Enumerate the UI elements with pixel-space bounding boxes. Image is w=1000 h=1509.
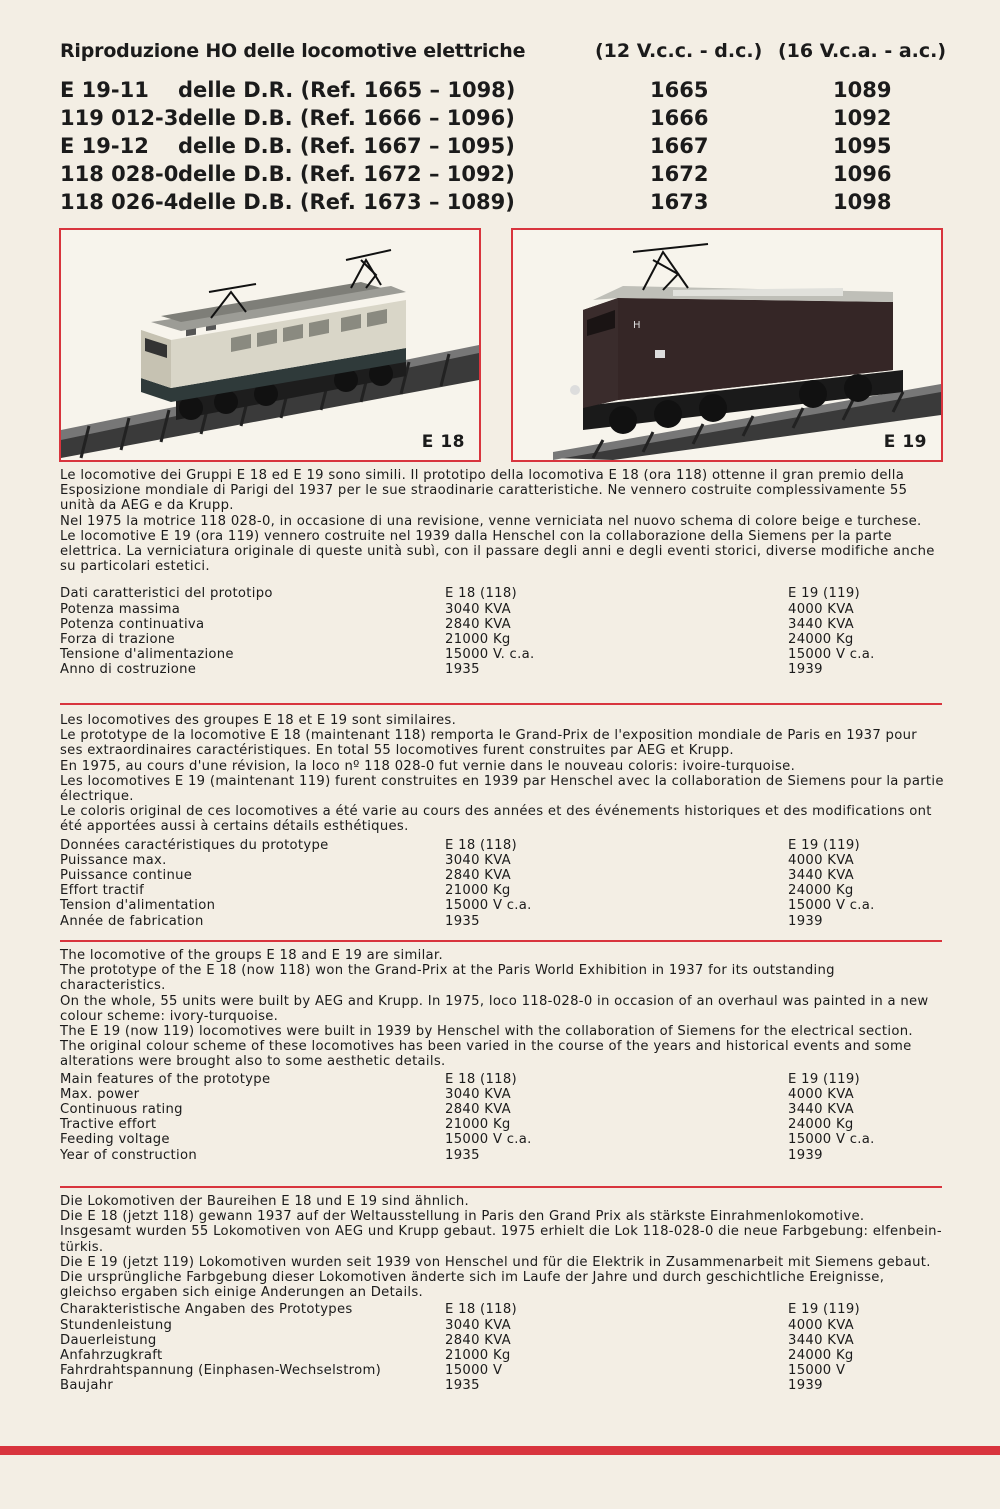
paragraph: On the whole, 55 units were built by AEG and Krupp. In 1975, loco 118-028-0 in occasion of an overhaul was painted in a new colour scheme: ivory-turquoise. — [60, 993, 929, 1024]
model-ref-ac: 1098 — [833, 190, 892, 214]
spec-e18: 21000 Kg — [445, 1117, 511, 1133]
spec-e18: 15000 V. c.a. — [445, 647, 535, 663]
spec-row — [60, 1363, 944, 1378]
spec-row — [60, 647, 944, 662]
paragraph: Le coloris original de ces locomotives a été varie au cours des années et des événements historiques et des modifications ont été apportées aussi à certains détails esthétiques. — [60, 804, 932, 835]
spec-label: Anno di costruzione — [60, 662, 197, 678]
spec-e18: 2840 KVA — [445, 1102, 511, 1117]
spec-label: Données caractéristiques du prototype — [60, 837, 329, 853]
section-german — [60, 1194, 944, 1394]
spec-row — [60, 586, 944, 601]
section-divider — [60, 1186, 942, 1188]
spec-e19: E 19 (119) — [788, 837, 860, 853]
spec-e19: 1939 — [788, 1147, 823, 1163]
model-ref-dc: 1673 — [650, 190, 709, 214]
spec-label: Anfahrzugkraft — [60, 1347, 163, 1363]
spec-e18: 21000 Kg — [445, 631, 511, 647]
section-text — [60, 468, 944, 574]
spec-e19: 1939 — [788, 1378, 823, 1394]
spec-e19: 4000 KVA — [788, 1317, 854, 1333]
model-desc: delle D.B. (Ref. 1667 – 1095) — [178, 134, 515, 158]
section-text — [60, 948, 944, 1070]
spec-e19: 3440 KVA — [788, 868, 854, 883]
spec-e19: 3440 KVA — [788, 1332, 854, 1348]
spec-row — [60, 1318, 944, 1333]
model-desc: delle D.B. (Ref. 1673 – 1089) — [178, 190, 515, 214]
model-code: E 19-11 — [60, 78, 149, 102]
spec-label: Puissance continue — [60, 868, 193, 883]
section-italian — [60, 468, 944, 678]
paragraph: Die E 18 (jetzt 118) gewann 1937 auf der Weltausstellung in Paris den Grand Prix als stärkste Einrahmenlokomotive. — [60, 1209, 865, 1225]
section-divider — [60, 703, 942, 705]
spec-e19: 15000 V c.a. — [788, 898, 875, 914]
spec-e19: 24000 Kg — [788, 883, 854, 899]
spec-e18: 1935 — [445, 913, 480, 929]
spec-label: Effort tractif — [60, 883, 145, 899]
spec-e18: 2840 KVA — [445, 868, 511, 883]
spec-row — [60, 1348, 944, 1363]
paragraph: Insgesamt wurden 55 Lokomotiven von AEG und Krupp gebaut. 1975 erhielt die Lok 118-028-0 die neue Farbgebung: elfenbein-türkis. — [60, 1224, 942, 1255]
model-code: 119 012-3 — [60, 106, 179, 130]
model-ref-dc: 1672 — [650, 162, 709, 186]
spec-label: Dauerleistung — [60, 1332, 157, 1348]
photo-e19 — [511, 228, 943, 462]
spec-table — [60, 1072, 944, 1163]
paragraph: En 1975, au cours d'une révision, la loco nº 118 028-0 fut vernie dans le nouveau coloris: ivoire-turquoise. — [60, 758, 796, 774]
spec-e19: 4000 KVA — [788, 852, 854, 868]
section-text — [60, 1194, 944, 1300]
spec-row — [60, 617, 944, 632]
model-desc: delle D.B. (Ref. 1672 – 1092) — [178, 162, 515, 186]
paragraph: The prototype of the E 18 (now 118) won the Grand-Prix at the Paris World Exhibition in 1937 for its outstanding characteristics. — [60, 963, 835, 994]
spec-e19: 15000 V c.a. — [788, 647, 875, 663]
spec-e18: 2840 KVA — [445, 616, 511, 632]
spec-label: Fahrdrahtspannung (Einphasen-Wechselstrom) — [60, 1363, 382, 1379]
paragraph: Le locomotive E 19 (ora 119) vennero costruite nel 1939 dalla Henschel con la collaborazione della Siemens per la parte elettrica. La verniciatura originale di queste unità subì, con il passare degli anni e degli eventi storici, diverse modifiche anche su particolari estetici. — [60, 528, 935, 575]
column-header-dc: (12 V.c.c. - d.c.) — [595, 40, 763, 62]
model-ref-dc: 1667 — [650, 134, 709, 158]
paragraph: Die E 19 (jetzt 119) Lokomotiven wurden seit 1939 von Henschel und für die Elektrik in Zusammenarbeit mit Siemens gebaut. — [60, 1254, 931, 1270]
spec-label: Puissance max. — [60, 852, 167, 868]
section-english — [60, 948, 944, 1163]
spec-label: Potenza massima — [60, 601, 181, 617]
spec-label: Year of construction — [60, 1147, 198, 1163]
column-header-ac: (16 V.c.a. - a.c.) — [778, 40, 947, 62]
spec-e18: 21000 Kg — [445, 883, 511, 899]
spec-label: Dati caratteristici del prototipo — [60, 586, 273, 602]
model-ref-dc: 1666 — [650, 106, 709, 130]
spec-row — [60, 1087, 944, 1102]
spec-e18: E 18 (118) — [445, 1302, 517, 1318]
spec-e19: 1939 — [788, 662, 823, 678]
spec-e18: E 18 (118) — [445, 1071, 517, 1087]
spec-row — [60, 662, 944, 677]
spec-label: Tractive effort — [60, 1117, 157, 1133]
spec-e18: 15000 V — [445, 1363, 503, 1379]
spec-e18: 3040 KVA — [445, 1317, 511, 1333]
spec-row — [60, 1378, 944, 1393]
paragraph: Die ursprüngliche Farbgebung dieser Lokomotiven änderte sich im Laufe der Jahre und durch geschichtliche Ereignisse, gleichso ergaben sich einige Anderungen an Details. — [60, 1270, 885, 1301]
spec-e18: E 18 (118) — [445, 837, 517, 853]
model-desc: delle D.B. (Ref. 1666 – 1096) — [178, 106, 515, 130]
spec-e18: 3040 KVA — [445, 601, 511, 617]
spec-row — [60, 1072, 944, 1087]
spec-label: Charakteristische Angaben des Prototypes — [60, 1302, 353, 1318]
spec-e19: 24000 Kg — [788, 1347, 854, 1363]
model-ref-dc: 1665 — [650, 78, 709, 102]
spec-table — [60, 586, 944, 677]
photo-label-e18: E 18 — [421, 432, 465, 452]
spec-label: Forza di trazione — [60, 631, 175, 647]
spec-row — [60, 868, 944, 883]
spec-e19: 24000 Kg — [788, 631, 854, 647]
spec-e19: 3440 KVA — [788, 616, 854, 632]
spec-e19: E 19 (119) — [788, 1071, 860, 1087]
paragraph: The E 19 (now 119) locomotives were built in 1939 by Henschel with the collaboration of Siemens for the electrical section. — [60, 1024, 913, 1040]
spec-e18: 15000 V c.a. — [445, 1132, 532, 1148]
spec-e19: 15000 V — [788, 1363, 846, 1379]
model-desc: delle D.R. (Ref. 1665 – 1098) — [178, 78, 516, 102]
spec-row — [60, 632, 944, 647]
spec-row — [60, 602, 944, 617]
model-ref-ac: 1095 — [833, 134, 892, 158]
spec-row — [60, 883, 944, 898]
page-title: Riproduzione HO delle locomotive elettriche — [60, 40, 526, 62]
spec-e19: 24000 Kg — [788, 1117, 854, 1133]
paragraph: Die Lokomotiven der Baureihen E 18 und E 19 sind ähnlich. — [60, 1194, 470, 1209]
spec-label: Continuous rating — [60, 1102, 183, 1117]
spec-e18: 15000 V c.a. — [445, 898, 532, 914]
model-code: 118 028-0 — [60, 162, 179, 186]
paragraph: Nel 1975 la motrice 118 028-0, in occasione di una revisione, venne verniciata nel nuovo schema di colore beige e turchese. — [60, 513, 922, 529]
spec-e18: 1935 — [445, 1378, 480, 1394]
spec-label: Main features of the prototype — [60, 1071, 271, 1087]
spec-row — [60, 1302, 944, 1317]
spec-row — [60, 914, 944, 929]
model-code: 118 026-4 — [60, 190, 179, 214]
model-ref-ac: 1092 — [833, 106, 892, 130]
spec-e19: 3440 KVA — [788, 1102, 854, 1117]
spec-row — [60, 1102, 944, 1117]
spec-row — [60, 1333, 944, 1348]
spec-e19: 4000 KVA — [788, 1086, 854, 1102]
paragraph: Les locomotives des groupes E 18 et E 19 sont similaires. — [60, 713, 457, 728]
bottom-red-band — [0, 1446, 1000, 1455]
spec-e19: E 19 (119) — [788, 586, 860, 602]
spec-table — [60, 1302, 944, 1393]
section-text — [60, 713, 944, 835]
spec-e18: 1935 — [445, 1147, 480, 1163]
locomotive-e19-image — [513, 230, 941, 460]
spec-label: Année de fabrication — [60, 913, 204, 929]
section-french — [60, 713, 944, 929]
spec-label: Stundenleistung — [60, 1317, 173, 1333]
spec-row — [60, 1117, 944, 1132]
spec-e19: 1939 — [788, 913, 823, 929]
spec-e19: 4000 KVA — [788, 601, 854, 617]
spec-e18: 21000 Kg — [445, 1347, 511, 1363]
spec-e18: 2840 KVA — [445, 1332, 511, 1348]
spec-row — [60, 853, 944, 868]
spec-e19: 15000 V c.a. — [788, 1132, 875, 1148]
model-ref-ac: 1089 — [833, 78, 892, 102]
spec-row — [60, 1132, 944, 1147]
spec-e18: 3040 KVA — [445, 1086, 511, 1102]
spec-label: Max. power — [60, 1086, 140, 1102]
photo-e18 — [59, 228, 481, 462]
photo-label-e19: E 19 — [883, 432, 927, 452]
spec-label: Feeding voltage — [60, 1132, 170, 1148]
spec-label: Tension d'alimentation — [60, 898, 216, 914]
spec-e18: 1935 — [445, 662, 480, 678]
paragraph: Les locomotives E 19 (maintenant 119) furent construites en 1939 par Henschel avec la collaboration de Siemens pour la partie électrique. — [60, 773, 944, 805]
spec-label: Baujahr — [60, 1378, 114, 1394]
paragraph: Le prototype de la locomotive E 18 (maintenant 118) remporta le Grand-Prix de l'exposition mondiale de Paris en 1937 pour ses extraordinaires caractéristiques. En total 55 locomotives furent construites par AEG et Krupp. — [60, 728, 917, 759]
spec-row — [60, 1148, 944, 1163]
spec-label: Potenza continuativa — [60, 616, 205, 632]
spec-row — [60, 898, 944, 913]
model-ref-ac: 1096 — [833, 162, 892, 186]
locomotive-e18-image — [61, 230, 479, 460]
section-divider — [60, 940, 942, 942]
paragraph: The original colour scheme of these locomotives has been varied in the course of the years and historical events and some alterations were brought also to some aesthetic details. — [60, 1039, 912, 1070]
paragraph: The locomotive of the groups E 18 and E 19 are similar. — [60, 948, 443, 963]
paragraph: Le locomotive dei Gruppi E 18 ed E 19 sono simili. Il prototipo della locomotiva E 18 (ora 118) ottenne il gran premio della Esposizione mondiale di Parigi del 1937 per le sue straodinarie caratteristiche. Ne vennero costruite complessivamente 55 unità da AEG e da Krupp. — [60, 468, 908, 514]
spec-e19: E 19 (119) — [788, 1302, 860, 1318]
spec-label: Tensione d'alimentazione — [60, 647, 234, 663]
spec-row — [60, 838, 944, 853]
svg-text:H: H — [633, 320, 641, 331]
spec-e18: 3040 KVA — [445, 852, 511, 868]
model-code: E 19-12 — [60, 134, 149, 158]
spec-table — [60, 838, 944, 929]
spec-e18: E 18 (118) — [445, 586, 517, 602]
